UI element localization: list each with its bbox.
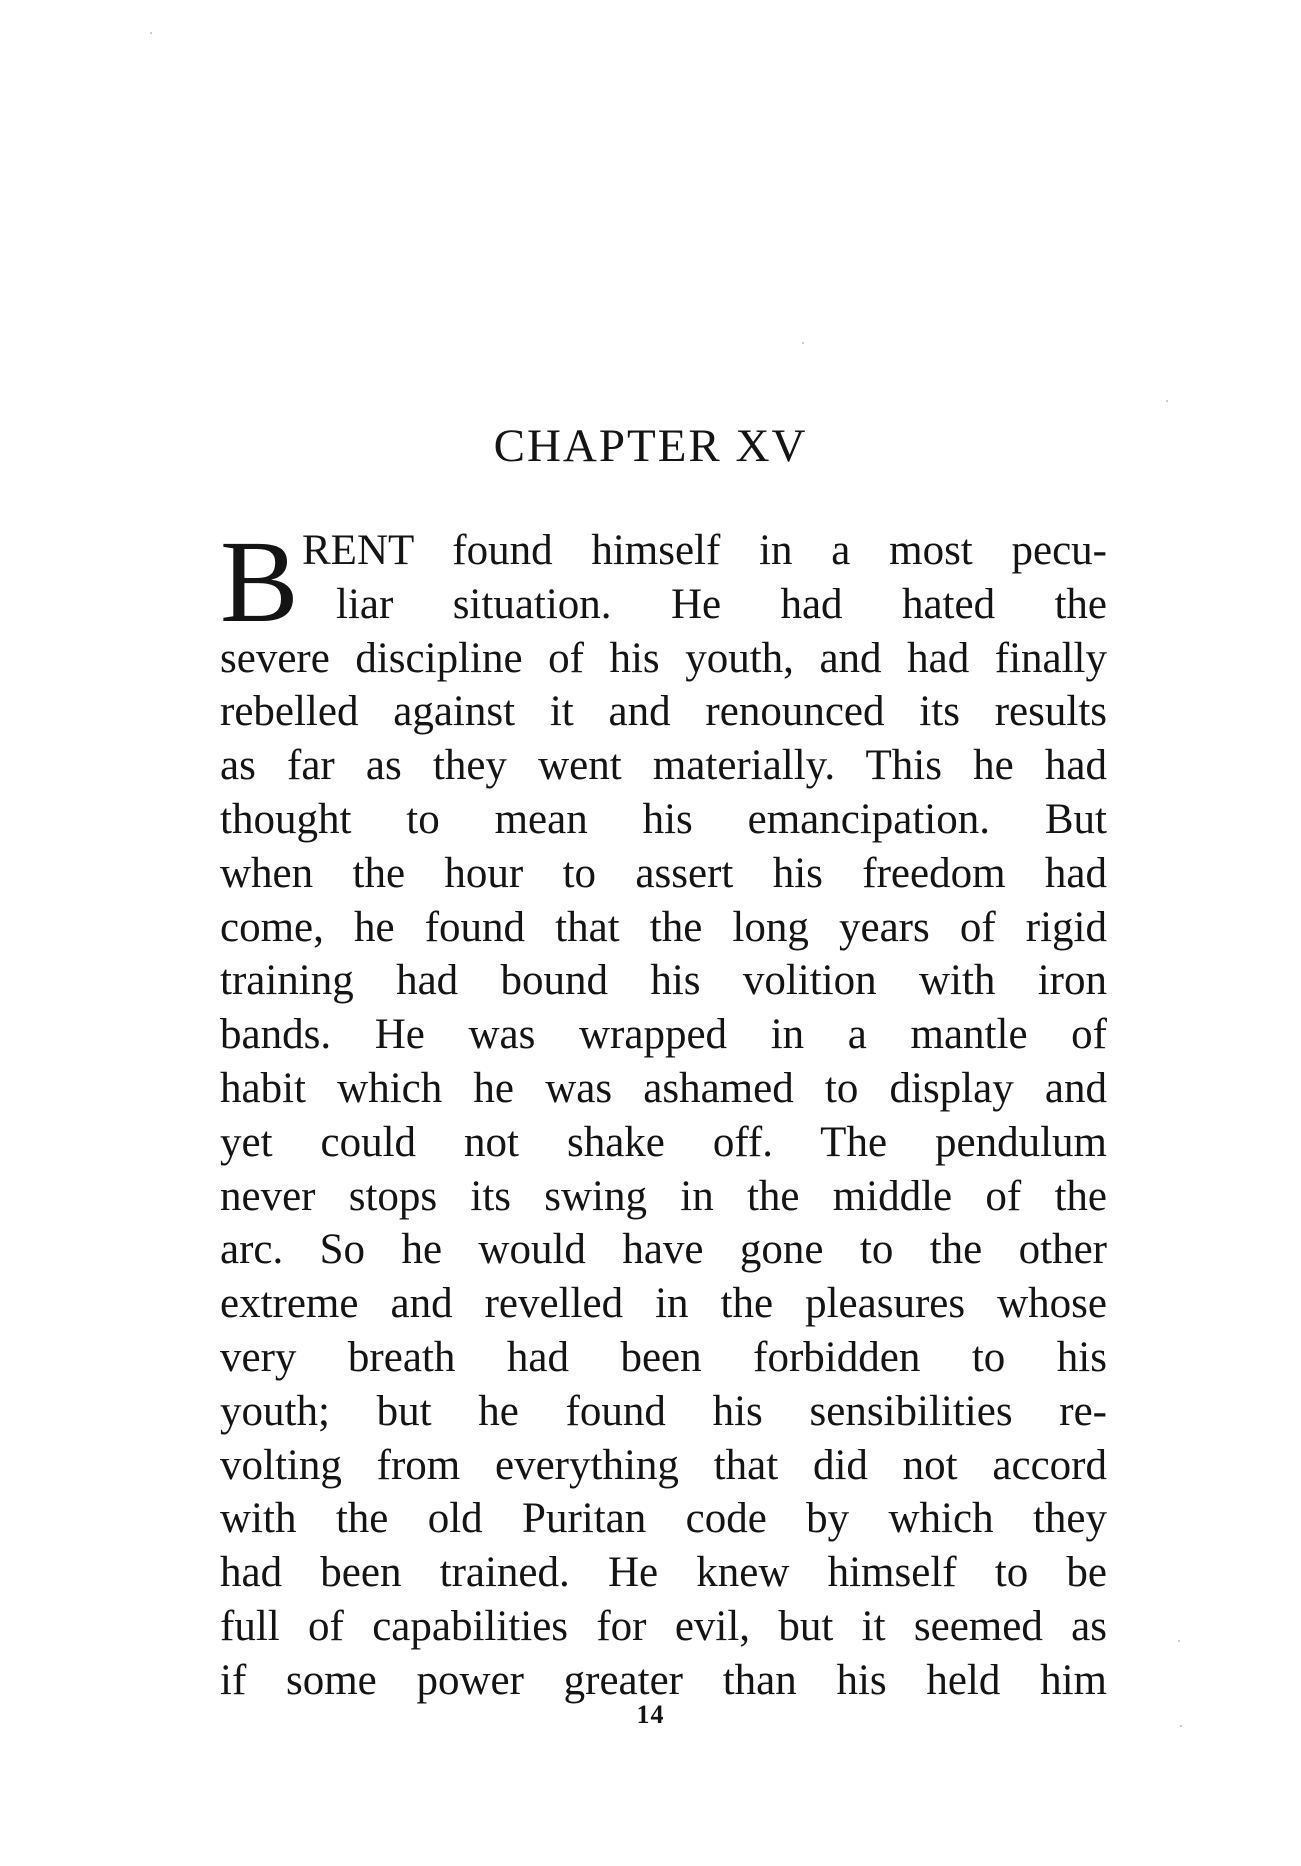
text-line: thought to mean his emancipation. But bbox=[220, 795, 1107, 843]
text-line: very breath had been forbidden to his bbox=[220, 1333, 1107, 1381]
text-line: as far as they went materially. This he had bbox=[220, 742, 1107, 790]
text-line: when the hour to assert his freedom had bbox=[220, 849, 1107, 897]
text-line: training had bound his volition with iron bbox=[220, 957, 1107, 1005]
scan-speck bbox=[1166, 400, 1168, 402]
text-line: if some power greater than his held him bbox=[220, 1656, 1107, 1704]
scan-speck bbox=[150, 32, 152, 34]
text-line: RENT found himself in a most pecu- bbox=[302, 527, 1107, 574]
text-line: come, he found that the long years of rigid bbox=[220, 903, 1107, 951]
chapter-title: CHAPTER XV bbox=[493, 420, 808, 472]
scan-speck bbox=[1178, 1640, 1180, 1642]
text-line: habit which he was ashamed to display and bbox=[220, 1064, 1107, 1112]
text-line: full of capabilities for evil, but it seemed as bbox=[220, 1602, 1107, 1650]
text-line: youth; but he found his sensibilities re- bbox=[220, 1387, 1107, 1435]
body-text bbox=[220, 516, 1107, 1708]
text-line: arc. So he would have gone to the other bbox=[220, 1226, 1107, 1274]
text-line: liar situation. He had hated the bbox=[336, 580, 1107, 628]
text-line: yet could not shake off. The pendulum bbox=[220, 1118, 1107, 1166]
text-line: with the old Puritan code by which they bbox=[220, 1495, 1107, 1543]
text-line: volting from everything that did not accord bbox=[220, 1441, 1107, 1489]
text-line: extreme and revelled in the pleasures whose bbox=[220, 1280, 1107, 1328]
text-line: bands. He was wrapped in a mantle of bbox=[220, 1011, 1107, 1059]
text-line: severe discipline of his youth, and had finally bbox=[220, 634, 1107, 682]
scan-speck bbox=[802, 342, 804, 344]
drop-cap: B bbox=[220, 516, 299, 647]
text-line: never stops its swing in the middle of the bbox=[220, 1172, 1107, 1220]
page-number: 14 bbox=[636, 1700, 665, 1729]
text-line: had been trained. He knew himself to be bbox=[220, 1549, 1107, 1597]
scan-speck bbox=[1180, 1725, 1182, 1727]
text-line: rebelled against it and renounced its results bbox=[220, 688, 1107, 736]
